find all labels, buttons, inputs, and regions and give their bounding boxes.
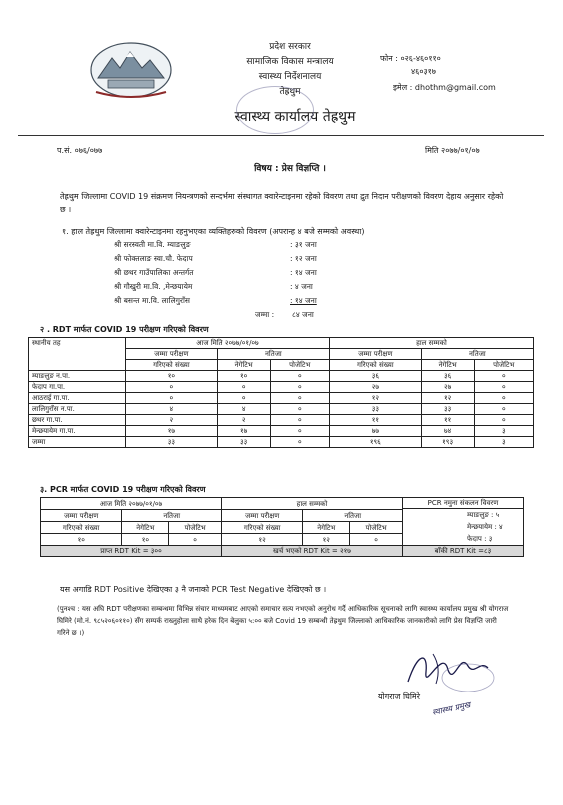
cell-today-negative: १० bbox=[122, 534, 169, 546]
col-header-tested: जम्मा परीक्षण bbox=[329, 349, 421, 360]
email-line bbox=[393, 83, 496, 93]
sample-item bbox=[467, 533, 523, 545]
rdt-table bbox=[28, 337, 534, 448]
letter-date: मिति २०७७/०१/०७ bbox=[425, 146, 480, 155]
cell-place: फेदाप गा.पा. bbox=[29, 382, 126, 393]
cell-today-negative: २ bbox=[217, 415, 270, 426]
cell-place: म्याङलुङ न.पा. bbox=[29, 371, 126, 382]
col-header-positive: पोजेटिभ bbox=[169, 522, 222, 534]
col-header-negative: नेगेटिभ bbox=[303, 522, 350, 534]
cell-today-positive: ० bbox=[270, 437, 329, 448]
sample-value: ४ bbox=[499, 523, 503, 531]
col-header-negative: नेगेटिभ bbox=[421, 360, 474, 371]
signatory-name: योगराज घिमिरे bbox=[378, 692, 420, 701]
cell-today-negative: १० bbox=[217, 371, 270, 382]
col-header-tested-sub: गरिएको संख्या bbox=[329, 360, 421, 371]
table-row bbox=[29, 382, 534, 393]
group-header-today: आज मिति २०७७/०१/०७ bbox=[126, 338, 330, 349]
section1-heading: १. हाल तेह्रथुम जिल्लामा क्वारेन्टाइनमा रहनुभएका व्यक्तिहरुको विवरण (अपरान्ह ४ बजे सम्मको अवस्था) bbox=[62, 227, 365, 236]
pcr-table bbox=[40, 497, 524, 557]
cell-total-tested: १२ bbox=[329, 393, 421, 404]
list-item-value: : ३१ जना bbox=[290, 240, 317, 249]
col-header-result: नतिजा bbox=[122, 510, 222, 522]
signature-scribble bbox=[388, 642, 498, 692]
cell-today-positive: ० bbox=[270, 415, 329, 426]
office-line-district: तेह्रथुम bbox=[279, 87, 301, 97]
list-item: श्री छथर गाउँपालिका अन्तर्गत bbox=[114, 268, 194, 277]
kit-received: प्राप्त RDT Kit = ३०० bbox=[41, 546, 222, 557]
header-rule bbox=[18, 135, 544, 136]
office-line-state: प्रदेश सरकार bbox=[269, 42, 311, 52]
kit-remaining: बाँकी RDT Kit =८३ bbox=[403, 546, 524, 557]
cell-total-tested: ३६ bbox=[329, 371, 421, 382]
cell-today-tested: १७ bbox=[126, 426, 218, 437]
cell-place: छथर गा.पा. bbox=[29, 415, 126, 426]
group-header-sample: PCR नमुना संकलन विवरण bbox=[403, 498, 523, 509]
table-row bbox=[29, 393, 534, 404]
office-title: स्वास्थ्य कार्यालय तेह्रथुम bbox=[234, 109, 356, 125]
sample-list bbox=[403, 509, 523, 545]
cell-total-negative: १२ bbox=[303, 534, 350, 546]
signatory-title: स्वास्थ्य प्रमुख bbox=[431, 700, 472, 717]
col-header-tested: जम्मा परीक्षण bbox=[221, 510, 302, 522]
cell-today-positive: ० bbox=[270, 426, 329, 437]
list-item: श्री बसन्त मा.वि. लालिगुराँस bbox=[114, 296, 191, 305]
col-header-result: नतिजा bbox=[217, 349, 329, 360]
intro-paragraph: तेह्रथुम जिल्लामा COVID 19 संक्रमण नियन्त्रणको सन्दर्भमा संस्थागत क्वारेन्टाइनमा रहेको विवरण तथा द्रुत निदान परीक्षणको विवरण देहाय अनुसार रहेको छ । bbox=[60, 192, 504, 214]
col-header-tested: जम्मा परीक्षण bbox=[41, 510, 122, 522]
col-header-tested-sub: गरिएको संख्या bbox=[126, 360, 218, 371]
list-item: श्री गौखुरी मा.वि. ,मेन्छयायेम bbox=[114, 282, 193, 291]
col-header-negative: नेगेटिभ bbox=[217, 360, 270, 371]
list-item: श्री सरस्वती मा.वि. म्याङलुङ bbox=[114, 240, 191, 249]
phone-label: फोन : bbox=[380, 54, 398, 63]
signature-block bbox=[378, 642, 498, 722]
cell-total-tested: २७ bbox=[329, 382, 421, 393]
phone-line bbox=[380, 54, 441, 64]
email-label: इमेल : bbox=[393, 83, 413, 92]
sample-label: फेदाप : bbox=[467, 535, 487, 543]
cell-today-positive: ० bbox=[169, 534, 222, 546]
section2-heading: २ . RDT मार्फत COVID 19 परीक्षण गरिएको विवरण bbox=[40, 325, 209, 334]
col-header-tested-sub: गरिएको संख्या bbox=[41, 522, 122, 534]
positive-note: यस अगाडि RDT Positive देखिएका ३ नै जनाको PCR Test Negative देखिएको छ । bbox=[60, 585, 327, 594]
sample-item bbox=[467, 509, 523, 521]
cell-today-negative: ३३ bbox=[217, 437, 270, 448]
sample-label: म्याङलुङ : bbox=[467, 511, 494, 519]
col-header-tested-sub: गरिएको संख्या bbox=[221, 522, 302, 534]
group-header-total: हाल सम्मको bbox=[221, 498, 402, 510]
list-item-value: : १२ जना bbox=[290, 254, 317, 263]
cell-today-tested: ३३ bbox=[126, 437, 218, 448]
cell-total-positive: ० bbox=[474, 404, 533, 415]
cell-total-negative: ११ bbox=[421, 415, 474, 426]
table-row bbox=[29, 371, 534, 382]
sample-value: ३ bbox=[488, 535, 493, 543]
sample-item bbox=[467, 521, 523, 533]
list-item: श्री फोक्तलाङ स्वा.चौ. फेदाप bbox=[114, 254, 193, 263]
col-header-positive: पोजेटिभ bbox=[350, 522, 403, 534]
cell-total-tested: १९६ bbox=[329, 437, 421, 448]
total-label: जम्मा : bbox=[255, 310, 275, 319]
col-header-negative: नेगेटिभ bbox=[122, 522, 169, 534]
table-row bbox=[29, 415, 534, 426]
col-header-result: नतिजा bbox=[303, 510, 403, 522]
cell-total-positive: ३ bbox=[474, 426, 533, 437]
cell-today-tested: ० bbox=[126, 382, 218, 393]
office-line-ministry: सामाजिक विकास मन्त्रालय bbox=[246, 57, 334, 67]
cell-today-negative: ० bbox=[217, 382, 270, 393]
col-header-result: नतिजा bbox=[421, 349, 533, 360]
footer-note: (पुनश्च : यस अघि RDT परीक्षणका सम्बन्धमा विभिन्न संचार माध्यमबाट आएको समाचार सत्य नभएको अनुरोध गर्दै आधिकारिक सूचनाको लागि स्वास्थ्य कार्यालय प्रमुख श्री योगराज घिमिरे (मो.नं. ९८५२०६०११०) सँग सम्पर्क राख्नुहोला साथै हरेक दिन बेलुका ५:०० बजे Covid 19 सम्बन्धी तेह्रथुम जिल्लाको आधिकारिक जानकारीको लागि प्रेस विज्ञप्ति जारी गरिने छ ।) bbox=[57, 605, 509, 637]
table-total-row bbox=[29, 437, 534, 448]
cell-total-positive: ० bbox=[474, 415, 533, 426]
cell-today-tested: १० bbox=[126, 371, 218, 382]
kit-used: खर्च भएको RDT Kit = २१७ bbox=[221, 546, 402, 557]
cell-today-negative: ४ bbox=[217, 404, 270, 415]
phone-number-2: ४६०३१७ bbox=[411, 67, 436, 76]
list-item-value: : १४ जना bbox=[290, 296, 317, 305]
cell-total-negative: १९३ bbox=[421, 437, 474, 448]
cell-total-positive: ० bbox=[474, 382, 533, 393]
office-line-directorate: स्वास्थ्य निर्देशनालय bbox=[258, 72, 322, 82]
table-row bbox=[29, 404, 534, 415]
cell-today-positive: ० bbox=[270, 404, 329, 415]
cell-total-negative: १२ bbox=[421, 393, 474, 404]
list-item-value: : ४ जना bbox=[290, 282, 313, 291]
cell-total-negative: २७ bbox=[421, 382, 474, 393]
government-emblem bbox=[88, 40, 174, 100]
phone-number-1: ०२६-४६०११० bbox=[400, 54, 441, 63]
section3-heading: ३. PCR मार्फत COVID 19 परीक्षण गरिएको विवरण bbox=[40, 485, 206, 494]
cell-today-positive: ० bbox=[270, 393, 329, 404]
sample-value: ५ bbox=[495, 511, 500, 519]
cell-today-positive: ० bbox=[270, 371, 329, 382]
cell-today-negative: ० bbox=[217, 393, 270, 404]
cell-total-positive: ० bbox=[474, 371, 533, 382]
cell-total-negative: ३६ bbox=[421, 371, 474, 382]
office-stamp bbox=[236, 86, 314, 134]
cell-today-positive: ० bbox=[270, 382, 329, 393]
group-header-today: आज मिति २०७७/०१/०७ bbox=[41, 498, 222, 510]
cell-total-positive: ० bbox=[350, 534, 403, 546]
cell-total-negative: ७४ bbox=[421, 426, 474, 437]
cell-place: लालिगुराँस न.पा. bbox=[29, 404, 126, 415]
subject-line: विषय : प्रेस विज्ञप्ति । bbox=[254, 164, 326, 174]
list-item-value: : १४ जना bbox=[290, 268, 317, 277]
cell-total-tested: ७७ bbox=[329, 426, 421, 437]
cell-today-tested: २ bbox=[126, 415, 218, 426]
pcr-sample-cell bbox=[403, 498, 524, 546]
reference-number: प.सं. ०७६/०७७ bbox=[57, 146, 103, 155]
cell-total-tested: १२ bbox=[221, 534, 302, 546]
cell-place: जम्मा bbox=[29, 437, 126, 448]
cell-place: आठराई गा.पा. bbox=[29, 393, 126, 404]
cell-today-tested: १० bbox=[41, 534, 122, 546]
cell-total-negative: ३३ bbox=[421, 404, 474, 415]
sample-label: मेन्छयायेम : bbox=[467, 523, 497, 531]
col-header-place: स्थानीय तह bbox=[29, 338, 126, 371]
group-header-total: हाल सम्मको bbox=[329, 338, 533, 349]
cell-total-tested: ३३ bbox=[329, 404, 421, 415]
cell-place: मेन्छयायेम गा.पा. bbox=[29, 426, 126, 437]
col-header-positive: पोजेटिभ bbox=[270, 360, 329, 371]
cell-total-tested: ११ bbox=[329, 415, 421, 426]
table-row bbox=[29, 426, 534, 437]
cell-total-positive: ३ bbox=[474, 437, 533, 448]
col-header-positive: पोजेटिभ bbox=[474, 360, 533, 371]
cell-today-negative: १७ bbox=[217, 426, 270, 437]
cell-total-positive: ० bbox=[474, 393, 533, 404]
cell-today-tested: ४ bbox=[126, 404, 218, 415]
total-value: ८४ जना bbox=[292, 310, 314, 319]
col-header-tested: जम्मा परीक्षण bbox=[126, 349, 218, 360]
cell-today-tested: ० bbox=[126, 393, 218, 404]
kit-row bbox=[41, 546, 524, 557]
email-address: dhothm@gmail.com bbox=[414, 83, 496, 92]
